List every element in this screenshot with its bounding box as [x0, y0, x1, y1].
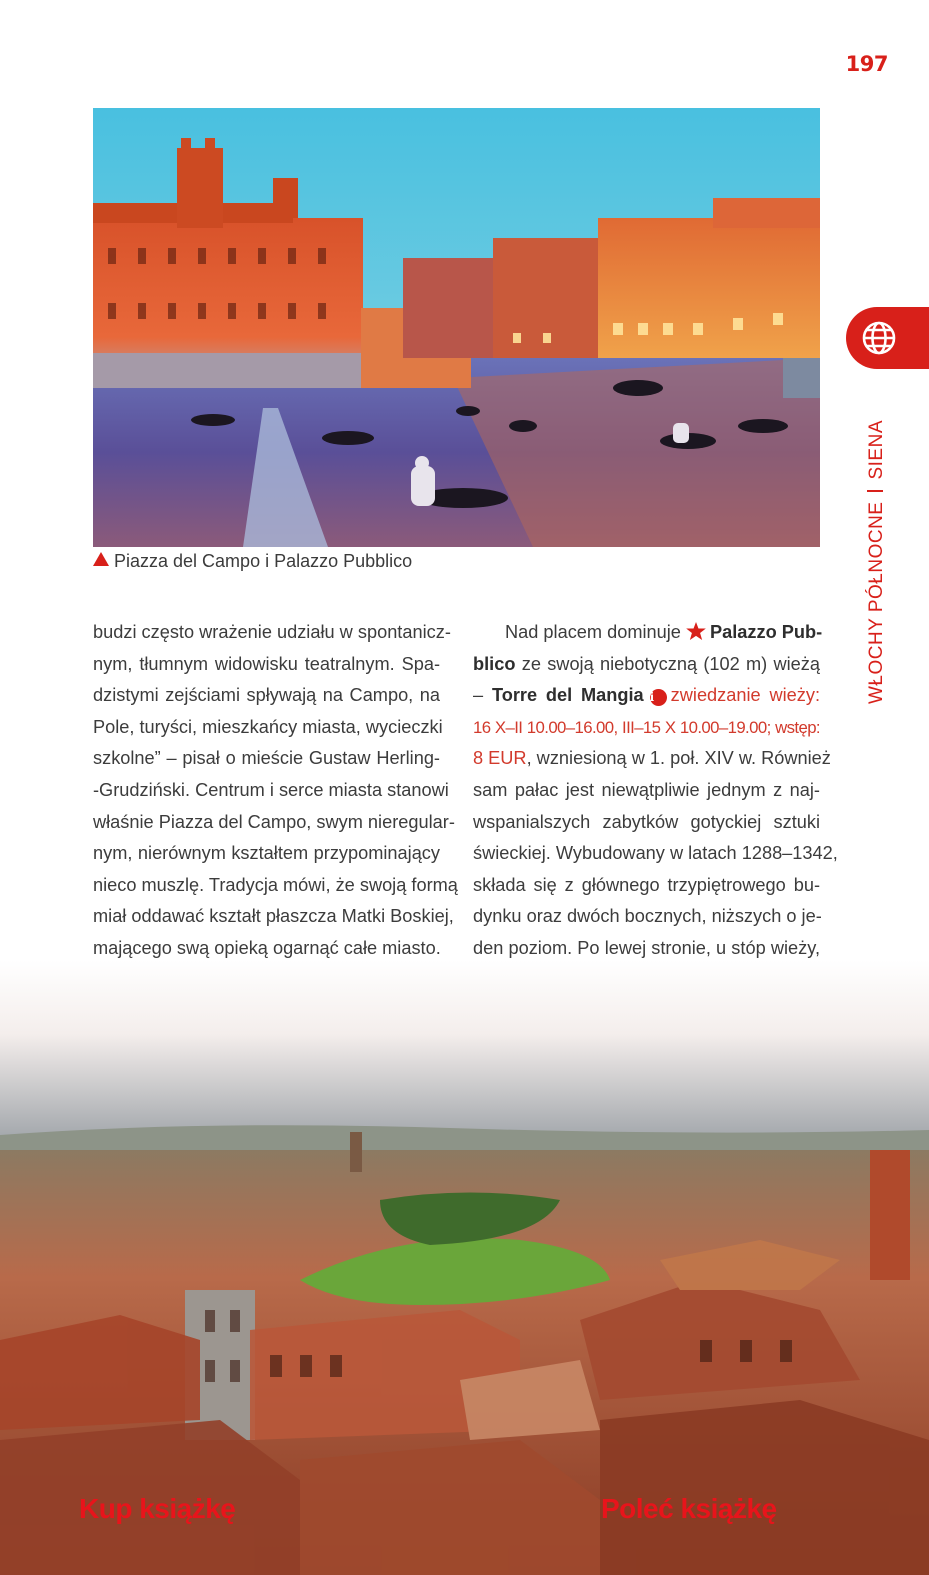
text-line — [473, 680, 820, 712]
text-line: miał oddawać kształt płaszcza Matki Boskiej, — [93, 906, 454, 927]
text-line: -Grudziński. Centrum i serce miasta stanowi — [93, 779, 449, 800]
text-line: Pole, turyści, mieszkańcy miasta, wycieczki — [93, 716, 443, 737]
visiting-info: 16 X–II 10.00–16.00, III–15 X 10.00–19.00; wstęp: — [473, 717, 820, 737]
label-separator — [867, 490, 883, 492]
text-line: właśnie Piazza del Campo, swym nieregular- — [93, 811, 455, 832]
visiting-info: zwiedzanie wieży: — [670, 685, 820, 706]
info-icon: i — [650, 689, 667, 706]
attraction-name: Palazzo Pub- — [709, 622, 823, 642]
text-line: nieco muszlę. Tradycja mówi, że swoją formą — [93, 874, 458, 895]
text-line: nym, tłumnym widowisku teatralnym. Spa- — [93, 653, 440, 674]
region-name: WŁOCHY PÓŁNOCNE — [866, 501, 887, 704]
page-number: 197 — [845, 52, 888, 76]
siena-rooftops-photo — [0, 960, 929, 1575]
text-line: budzi często wrażenie udziału w spontanicz- — [93, 622, 451, 642]
globe-icon — [860, 319, 898, 357]
text-line: składa się z głównego trzypiętrowego bu- — [473, 874, 820, 895]
text-line: den poziom. Po lewej stronie, u stóp wieży, — [473, 937, 820, 958]
chapter-label — [866, 420, 888, 704]
attraction-name: blico — [473, 653, 516, 674]
figure-caption — [93, 551, 412, 572]
city-name: SIENA — [866, 420, 887, 480]
text-line — [473, 649, 820, 681]
text-line — [473, 743, 831, 775]
text-run: – — [473, 685, 484, 706]
text-line: dzistymi zejściami spływają na Campo, na — [93, 685, 440, 706]
text-line — [473, 617, 823, 649]
buy-book-link[interactable]: Kup książkę — [79, 1493, 236, 1524]
text-line: dynku oraz dwóch bocznych, niższych o je- — [473, 906, 822, 927]
text-line: szkolne” – pisał o mieście Gustaw Herling- — [93, 748, 440, 769]
left-column — [93, 617, 458, 965]
star-icon — [686, 622, 706, 640]
text-line: świeckiej. Wybudowany w latach 1288–1342, — [473, 843, 838, 864]
piazza-photo — [93, 108, 820, 547]
text-run: , wzniesioną w 1. poł. XIV w. Również — [526, 748, 831, 769]
recommend-book-link[interactable]: Poleć książkę — [601, 1493, 777, 1524]
chapter-tab — [846, 307, 929, 369]
right-column — [473, 617, 838, 965]
caption-text: Piazza del Campo i Palazzo Pubblico — [114, 551, 413, 571]
caption-triangle-icon — [93, 552, 109, 566]
attraction-name: Torre del Mangia — [491, 685, 644, 706]
text-line: nym, nierównym kształtem przypominający — [93, 843, 440, 864]
text-line: mającego swą opieką ogarnąć całe miasto. — [93, 937, 441, 958]
text-line: sam pałac jest niewątpliwie jednym z naj- — [473, 779, 820, 800]
text-run: ze swoją niebotyczną (102 m) wieżą — [521, 653, 820, 674]
text-line: wspanialszych zabytków gotyckiej sztuki — [473, 811, 820, 832]
text-run: Nad placem dominuje — [505, 622, 681, 642]
visiting-info: 8 EUR — [473, 748, 527, 769]
